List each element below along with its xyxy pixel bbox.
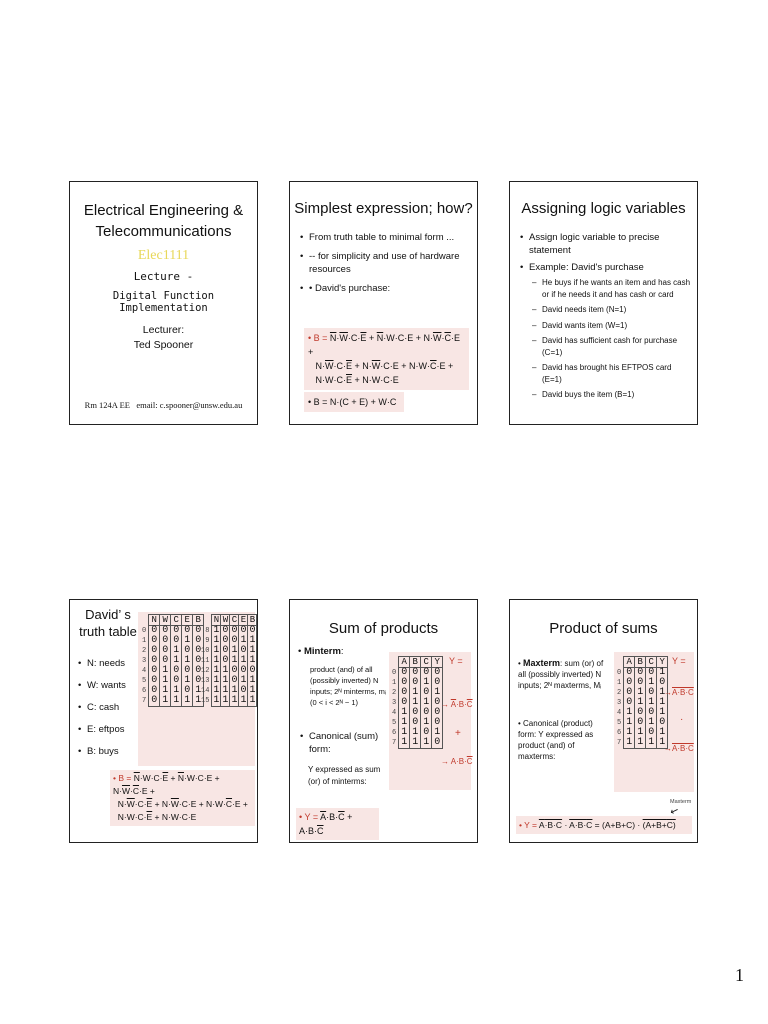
table-cell: 1 (432, 728, 443, 738)
row-index: 2 (142, 647, 147, 655)
table-cell: 0 (149, 686, 160, 696)
row-index: 5 (392, 719, 397, 727)
table-cell: 0 (624, 698, 635, 708)
bullet: • Assign logic variable to precise statement (518, 231, 691, 257)
table-cell: 1 (171, 656, 182, 666)
table-cell: 1 (240, 655, 247, 666)
table-cell: 1 (624, 738, 635, 749)
table-cell: 0 (193, 636, 204, 646)
table-cell: 1 (222, 685, 229, 696)
table-cell: 1 (182, 636, 193, 646)
slide-truth-table (69, 599, 258, 843)
table-cell: 1 (160, 666, 171, 676)
table-cell: 1 (171, 696, 182, 707)
sub-bullet: – David has brought his EFTPOS card (E=1) (530, 362, 691, 385)
truth-table (616, 656, 668, 749)
table-cell: 0 (240, 625, 247, 636)
table-cell: 0 (624, 688, 635, 698)
table-cell: 0 (193, 626, 204, 637)
list-item: • N: needs (76, 657, 126, 670)
header-cell: W (160, 615, 171, 626)
slide-heading: Assigning logic variables (521, 200, 686, 217)
table-cell: 0 (646, 668, 657, 679)
table-cell: 1 (657, 738, 668, 749)
table-cell: 1 (646, 698, 657, 708)
table-cell: 0 (231, 625, 238, 636)
table-cell: 0 (231, 675, 238, 686)
y-label: Y = (449, 656, 463, 666)
table-row (200, 626, 257, 637)
row-index: 1 (617, 679, 622, 687)
maxterm-arrow: →A·B·C (664, 744, 694, 753)
row-index: 0 (617, 668, 622, 677)
table-cell: 1 (399, 728, 410, 738)
header-cell: C (171, 615, 182, 626)
slide-assigning-variables (509, 181, 698, 425)
table-cell: 1 (399, 738, 410, 749)
header-cell: A (624, 657, 635, 668)
table-cell: 1 (213, 665, 220, 676)
table-cell: 0 (432, 718, 443, 728)
table-cell: 1 (646, 738, 657, 749)
course-code: Elec1111 (137, 248, 190, 263)
table-cell: 1 (222, 675, 229, 686)
table-cell: 1 (421, 738, 432, 749)
row-index: 15 (201, 697, 210, 706)
table-cell: 1 (646, 678, 657, 688)
table-cell: 1 (249, 655, 256, 666)
table-cell: 1 (182, 676, 193, 686)
table-cell: 0 (410, 708, 421, 718)
bullet: • • David's purchase: (298, 282, 469, 295)
table-cell: 1 (222, 665, 229, 676)
table-cell: 1 (160, 676, 171, 686)
table-cell: 1 (657, 688, 668, 698)
table-cell: 1 (410, 698, 421, 708)
minterm-arrow: → $\overline{A}\cdot B\cdot\overline{C}$ (441, 700, 473, 709)
row-index: 4 (392, 709, 397, 717)
table-cell: 0 (160, 636, 171, 646)
table-cell: 0 (149, 626, 160, 637)
table-cell: 1 (635, 688, 646, 698)
table-cell: 1 (249, 675, 256, 686)
table-cell: 0 (149, 646, 160, 656)
equation-box-short: • B = N·(C + E) + W·C (304, 392, 404, 412)
header-cell: E (240, 615, 247, 625)
table-cell: 0 (432, 708, 443, 718)
table-cell: 1 (193, 696, 204, 707)
table-row (200, 656, 257, 666)
table-cell: 1 (240, 675, 247, 686)
row-index: 7 (617, 739, 622, 748)
product-dot: · (680, 714, 684, 725)
table-cell: 0 (249, 625, 256, 636)
table-cell: 1 (635, 738, 646, 749)
table-cell: 1 (624, 728, 635, 738)
table-cell: 0 (240, 665, 247, 676)
slide-heading: Product of sums (549, 620, 658, 637)
header-cell: Y (432, 657, 443, 668)
row-index: 10 (201, 647, 210, 655)
table-cell: 0 (193, 676, 204, 686)
row-index: 13 (201, 677, 210, 685)
table-cell: 0 (399, 678, 410, 688)
table-cell: 1 (213, 625, 220, 636)
slide-sum-of-products (289, 599, 478, 843)
table-row (200, 666, 257, 676)
table-cell: 1 (635, 728, 646, 738)
row-index: 4 (617, 709, 622, 717)
header-cell: C (646, 657, 657, 668)
table-cell: 1 (222, 695, 229, 706)
table-cell: 1 (421, 698, 432, 708)
table-row (200, 646, 257, 656)
index-cell (616, 657, 624, 668)
table-cell: 1 (231, 685, 238, 696)
table-cell: 1 (231, 655, 238, 666)
lecturer-label: Lecturer: (142, 324, 185, 336)
row-index: 2 (392, 689, 397, 697)
table-cell: 0 (171, 626, 182, 637)
bullet: • From truth table to minimal form ... (298, 231, 469, 244)
table-cell: 1 (240, 695, 247, 706)
minterm-bullet: • Minterm: (298, 646, 344, 657)
equation-box: • $B = \overline{N}\cdot W\cdot C\cdot\overline{E} + \overline{N}\cdot W\cdot C\cdot E + N\cdot\overline{W}\cdot\overline{C}\cdot E$ + $N\cdot\overline{W}\cdot C\cdot\overline{E} + N\cdot\overline{W}\cdot C\cdot E + N\cdot W\cdot\overline{C}\cdot E$ + $N\cdot W\cdot C\cdot\overline{E} + N\cdot W\cdot C\cdot E$ (110, 770, 255, 826)
y-expression-note: Y expressed as sum (or) of minterms: (308, 765, 381, 786)
table-row (200, 636, 257, 646)
row-index: 6 (617, 729, 622, 737)
lecture-label: Lecture - (133, 270, 194, 283)
table-cell: 1 (171, 686, 182, 696)
table-cell: 0 (222, 635, 229, 646)
table-cell: 0 (231, 635, 238, 646)
table-header-row (200, 615, 257, 626)
table-row (200, 676, 257, 686)
table-cell: 1 (657, 698, 668, 708)
table-cell: 0 (399, 688, 410, 698)
slide-title-heading: Electrical Engineering & Telecommunications (83, 202, 244, 240)
sub-bullet: – David wants item (W=1) (530, 320, 691, 332)
row-index: 12 (201, 667, 210, 675)
table-cell: 1 (646, 718, 657, 728)
table-cell: 0 (182, 626, 193, 637)
table-row (616, 738, 668, 749)
minterm-description: product (and) of all (possibly inverted) N inputs; 2ᴺ minterms, mᵢ (0 < i < 2ᴺ − 1) (310, 665, 387, 707)
table-cell: 0 (432, 738, 443, 749)
table-cell: 0 (160, 626, 171, 637)
table-row (200, 696, 257, 707)
table-cell: 1 (249, 695, 256, 706)
slide-simplest-expression (289, 181, 478, 425)
index-cell (141, 615, 149, 626)
page-number: 1 (735, 965, 744, 985)
table-cell: 1 (160, 686, 171, 696)
table-header-row (141, 615, 204, 626)
row-index: 3 (142, 657, 147, 665)
table-cell: 0 (410, 718, 421, 728)
table-cell: 0 (421, 668, 432, 679)
header-cell: C (231, 615, 238, 625)
table-cell: 1 (432, 688, 443, 698)
table-cell: 0 (635, 718, 646, 728)
lecturer-name: Ted Spooner (133, 339, 194, 351)
table-cell: 1 (657, 708, 668, 718)
sub-bullet: – David buys the item (B=1) (530, 389, 691, 401)
list-item: • B: buys (76, 745, 126, 758)
table-cell: 0 (182, 646, 193, 656)
table-cell: 0 (410, 668, 421, 679)
sub-bullet: – David has sufficient cash for purchase (C=1) (530, 335, 691, 358)
table-cell: 0 (635, 668, 646, 679)
row-index: 8 (205, 626, 210, 635)
table-cell: 0 (240, 645, 247, 656)
variable-list (76, 657, 126, 767)
table-cell: 1 (249, 645, 256, 656)
table-row (141, 696, 204, 707)
table-cell: 1 (182, 696, 193, 707)
plus-sign: + (455, 728, 461, 739)
row-index: 2 (617, 689, 622, 697)
table-header-row (391, 657, 443, 668)
table-cell: 0 (421, 728, 432, 738)
table-row (200, 686, 257, 696)
row-index: 7 (392, 739, 397, 748)
table-cell: 1 (240, 635, 247, 646)
slide-title (69, 181, 258, 425)
maxterm-bullet: • Maxterm: sum (or) of all (possibly inverted) N inputs; 2ᴺ maxterms, Mᵢ (518, 658, 604, 690)
table-cell: 1 (410, 738, 421, 749)
slide-product-of-sums (509, 599, 698, 843)
table-cell: 0 (182, 686, 193, 696)
header-cell: W (222, 615, 229, 625)
table-cell: 0 (421, 708, 432, 718)
maxterm-arrow: →A·B·C (664, 688, 694, 697)
list-item: • E: eftpos (76, 723, 126, 736)
row-index: 5 (617, 719, 622, 727)
row-index: 1 (392, 679, 397, 687)
header-cell: N (149, 615, 160, 626)
header-cell: B (410, 657, 421, 668)
row-index: 9 (205, 637, 210, 645)
header-cell: C (421, 657, 432, 668)
truth-table-right (200, 614, 257, 707)
truth-table-left (141, 614, 204, 707)
row-index: 6 (142, 687, 147, 695)
table-cell: 0 (171, 666, 182, 676)
table-cell: 0 (249, 665, 256, 676)
table-cell: 0 (231, 665, 238, 676)
table-cell: 0 (193, 656, 204, 666)
table-cell: 1 (231, 645, 238, 656)
header-cell: E (182, 615, 193, 626)
minterm-arrow: → $A\cdot B\cdot\overline{C}$ (441, 757, 473, 766)
table-cell: 1 (249, 635, 256, 646)
equation-box-long: • $B = \overline{N}\cdot\overline{W}\cdot C\cdot\overline{E} + \overline{N}\cdot W\cdot C\cdot E + N\cdot\overline{W}\cdot\overline{C}\cdot E$ + $N\cdot\overline{W}\cdot C\cdot\overline{E} + N\cdot\overline{W}\cdot C\cdot E + N\cdot W\cdot\overline{C}\cdot E$ + $N\cdot W\cdot C\cdot\overline{E} + N\cdot W\cdot C\cdot E$ (304, 328, 469, 390)
table-cell: 1 (657, 668, 668, 679)
table-cell: 0 (149, 696, 160, 707)
row-index: 3 (617, 699, 622, 707)
table-cell: 0 (410, 678, 421, 688)
row-index: 5 (142, 677, 147, 685)
table-cell: 1 (193, 686, 204, 696)
table-cell: 1 (213, 685, 220, 696)
table-cell: 1 (213, 635, 220, 646)
table-cell: 1 (213, 655, 220, 666)
header-cell: A (399, 657, 410, 668)
table-cell: 1 (624, 718, 635, 728)
table-cell: 1 (160, 696, 171, 707)
table-cell: 0 (193, 666, 204, 676)
table-cell: 1 (399, 708, 410, 718)
header-cell: Y (657, 657, 668, 668)
table-cell: 1 (182, 656, 193, 666)
table-cell: 0 (149, 666, 160, 676)
table-cell: 1 (657, 728, 668, 738)
truth-table-panel (614, 652, 694, 792)
list-item: • C: cash (76, 701, 126, 714)
table-cell: 1 (421, 678, 432, 688)
header-cell: N (213, 615, 220, 625)
table-cell: 0 (624, 668, 635, 679)
list-item: • W: wants (76, 679, 126, 692)
table-header-row (616, 657, 668, 668)
row-index: 0 (142, 626, 147, 635)
table-cell: 1 (399, 718, 410, 728)
lecture-topic: Digital Function Implementation (112, 290, 215, 314)
contact-line: Rm 124A EE email: c.spooner@unsw.edu.au (84, 400, 243, 410)
table-cell: 0 (149, 656, 160, 666)
table-cell: 0 (432, 698, 443, 708)
truth-table (391, 656, 443, 749)
header-cell: B (249, 615, 256, 625)
table-cell: 0 (222, 625, 229, 636)
arrow-icon: ↙ (668, 804, 681, 819)
table-cell: 0 (160, 656, 171, 666)
table-cell: 0 (399, 698, 410, 708)
sub-bullet: – David needs item (N=1) (530, 304, 691, 316)
slide-heading: David’ s truth table (79, 607, 137, 639)
table-cell: 0 (399, 668, 410, 679)
table-cell: 0 (240, 685, 247, 696)
slide-heading: Sum of products (328, 620, 439, 637)
slide-heading: Simplest expression; how? (294, 200, 473, 217)
table-cell: 0 (646, 708, 657, 718)
row-index: 6 (392, 729, 397, 737)
row-index: 7 (142, 697, 147, 706)
table-cell: 1 (635, 698, 646, 708)
index-cell (391, 657, 399, 668)
table-cell: 1 (213, 695, 220, 706)
table-cell: 0 (149, 676, 160, 686)
row-index: 14 (201, 687, 210, 695)
table-cell: 1 (421, 718, 432, 728)
index-cell (200, 615, 212, 626)
table-cell: 0 (149, 636, 160, 646)
row-index: 3 (392, 699, 397, 707)
row-index: 0 (392, 668, 397, 677)
truth-table-panel (138, 612, 255, 766)
table-cell: 1 (213, 645, 220, 656)
table-cell: 0 (160, 646, 171, 656)
table-cell: 1 (213, 675, 220, 686)
bullet: • -- for simplicity and use of hardware resources (298, 250, 469, 276)
y-label: Y = (672, 656, 686, 666)
table-cell: 1 (624, 708, 635, 718)
table-cell: 0 (193, 646, 204, 656)
table-cell: 0 (646, 688, 657, 698)
table-cell: 0 (624, 678, 635, 688)
table-cell: 0 (182, 666, 193, 676)
table-cell: 0 (432, 678, 443, 688)
table-cell: 0 (171, 636, 182, 646)
table-cell: 0 (432, 668, 443, 679)
table-cell: 1 (410, 728, 421, 738)
row-index: 11 (201, 657, 210, 665)
table-cell: 0 (421, 688, 432, 698)
equation-box: • $Y = \overline{A}\cdot B\cdot\overline{C} + A\cdot B\cdot\overline{C}$ (296, 808, 379, 840)
table-row (391, 738, 443, 749)
table-cell: 1 (231, 695, 238, 706)
truth-table-panel (389, 652, 471, 790)
table-cell: 0 (222, 655, 229, 666)
table-cell: 0 (657, 678, 668, 688)
canonical-bullet: • Canonical (sum) form: (298, 730, 399, 756)
canonical-bullet: • Canonical (product) form: Y expressed as product (and) of maxterms: (518, 719, 594, 761)
table-cell: 0 (222, 645, 229, 656)
table-cell: 0 (171, 676, 182, 686)
table-cell: 0 (657, 718, 668, 728)
equation-box: • Y = A·B·C · A·B·C = (A+B+C) · (A+B+C) (516, 816, 692, 834)
header-cell: B (635, 657, 646, 668)
table-cell: 0 (635, 678, 646, 688)
table-cell: 1 (249, 685, 256, 696)
sub-bullet: – He buys if he wants an item and has cash or if he needs it and has cash or card (530, 277, 691, 300)
table-cell: 0 (646, 728, 657, 738)
bullet: • Example: David's purchase (518, 261, 691, 274)
row-index: 1 (142, 637, 147, 645)
table-cell: 1 (171, 646, 182, 656)
maxterm-annotation: Maxterm (670, 799, 692, 805)
header-cell: B (193, 615, 204, 626)
table-cell: 1 (410, 688, 421, 698)
table-cell: 0 (635, 708, 646, 718)
row-index: 4 (142, 667, 147, 675)
